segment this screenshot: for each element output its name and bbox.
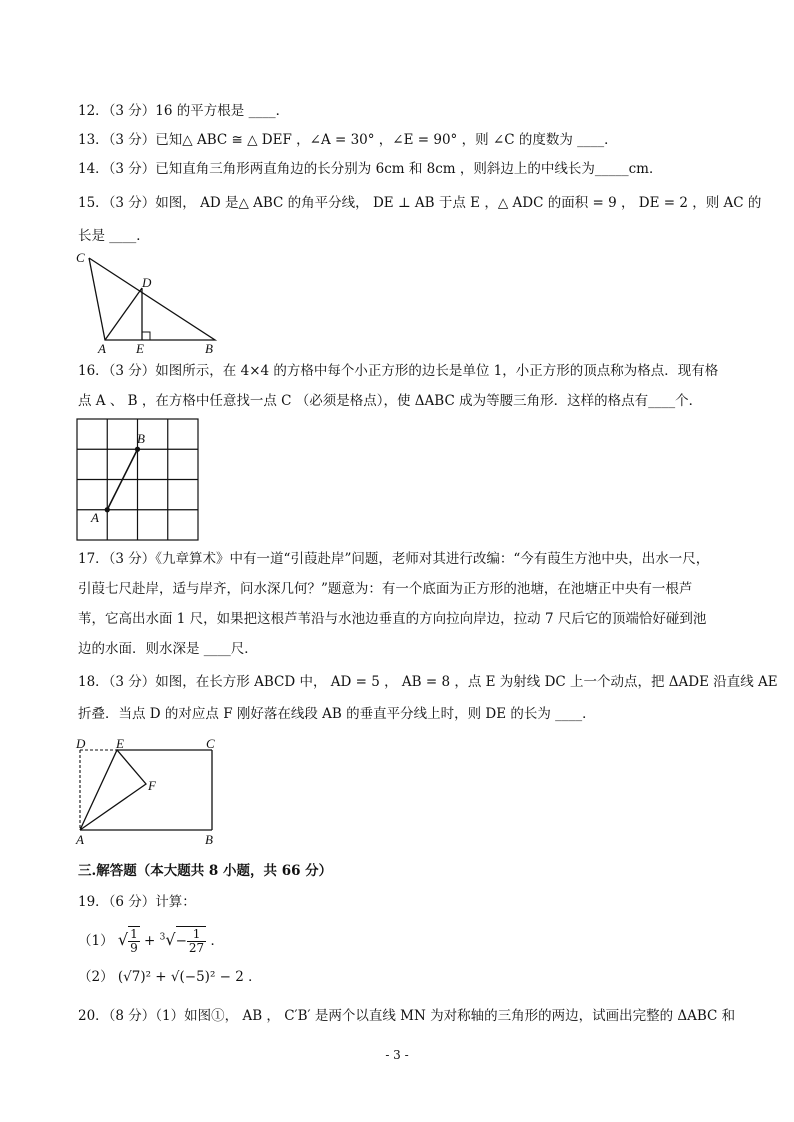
question-16-line2: 点 A 、 B ，在方格中任意找一点 C （必须是格点），使 ΔABC 成为等腰三角形．这样的格点有____个． [78,393,703,409]
question-19-line1: 19．（6 分）计算： [78,894,196,910]
question-17-line4: 边的水面．则水深是 ____尺． [78,641,258,657]
label-E: E [136,341,144,355]
label-A: A [98,341,106,355]
question-17-line1: 17．（3 分）《九章算术》中有一道“引葭赴岸”问题，老师对其进行改编：“今有葭生方池中央，出水一尺， [78,551,710,567]
figure-q16-grid [74,416,202,542]
question-17-line3: 苇，它高出水面 1 尺，如果把这根芦苇沿与水池边垂直的方向拉向岸边，拉动 7 尺后它的顶端恰好碰到池 [78,611,707,627]
page-number: - 3 - [385,1048,409,1062]
question-19-part2: （2） (√7)² + √(−5)² − 2 ． [78,969,262,985]
fraction-one-ninth: $\frac{1}{9}$ [130,927,138,955]
question-17-line2: 引葭七尺赴岸，适与岸齐，问水深几何？”题意为：有一个底面为正方形的池塘，在池塘正中央有一根芦 [78,581,693,597]
question-13: 13．（3 分）已知△ ABC ≅ △ DEF ，∠A = 30° ，∠E = 90° ，则 ∠C 的度数为 ____． [78,132,618,148]
plus-sign: + [144,933,156,949]
cube-root-index: 3 [159,932,166,943]
fraction-one-27th: $\frac{1}{27}$ [188,927,205,955]
question-16-line1: 16．（3 分）如图所示，在 4×4 的方格中每个小正方形的边长是单位 1，小正方形的顶点称为格点．现有格 [78,363,719,379]
figure-q18-rectangle [70,732,230,850]
question-18-line1: 18．（3 分）如图，在长方形 ABCD 中， AD = 5 ， AB = 8 ，点 E 为射线 DC 上一个动点，把 ΔADE 沿直线 AE [78,674,778,690]
figure-q15-triangle [70,250,230,355]
label-F: F [148,778,156,793]
label-B: B [205,341,213,355]
question-12: 12．（3 分）16 的平方根是 ____． [78,103,290,119]
cube-root-sign-icon: √ [165,930,176,949]
label-A: A [91,510,99,525]
label-E: E [116,736,124,751]
label-C: C [206,736,215,751]
label-A: A [76,832,84,847]
label-D: D [142,275,152,290]
label-B: B [137,431,145,446]
label-B: B [205,832,213,847]
label-C: C [76,250,85,265]
section-3-heading: 三.解答题（本大题共 8 小题，共 66 分） [78,863,333,879]
question-18-line2: 折叠．当点 D 的对应点 F 刚好落在线段 AB 的垂直平分线上时，则 DE 的长为 ____． [78,706,596,722]
question-14: 14．（3 分）已知直角三角形两直角边的长分别为 6cm 和 8cm ，则斜边上的中线长为_____cm． [78,161,663,177]
sqrt-sign-icon: √ [117,930,129,949]
question-19-part1: （1） √ $\frac{1}{9}$ + $^3$√− $\frac{1}{27}$ ． [78,927,224,955]
question-20-line1: 20．（8 分）（1）如图①， AB ， C′B′ 是两个以直线 MN 为对称轴的三角形的两边，试画出完整的 ΔABC 和 [78,1008,736,1024]
part-1-prefix: （1） [78,933,114,949]
question-15-line2: 长是 ____． [78,228,150,244]
label-D: D [76,736,86,751]
question-15-line1: 15．（3 分）如图， AD 是△ ABC 的角平分线， DE ⊥ AB 于点 E ，△ ADC 的面积 = 9 ， DE = 2 ，则 AC 的 [78,195,762,211]
